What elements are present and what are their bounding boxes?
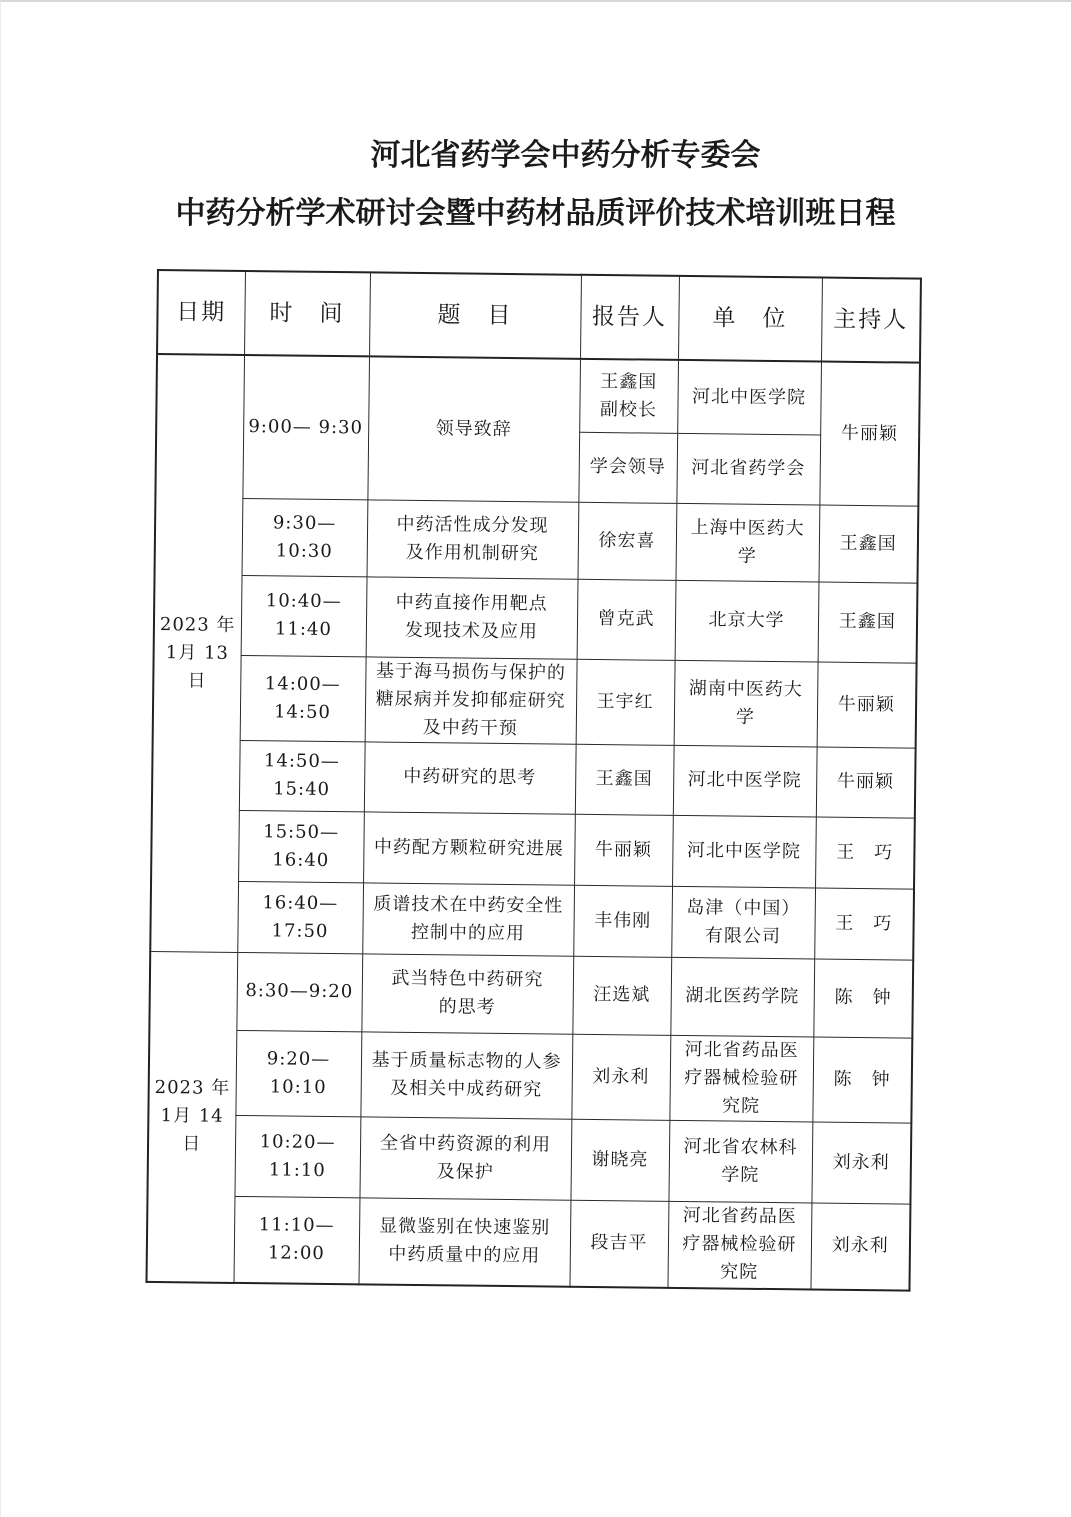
table-row [147,1114,911,1204]
table-row [155,497,919,583]
table-row [150,880,914,960]
speaker-cell [579,359,678,433]
host-cell: 刘永利 [810,1202,910,1290]
time-cell: 11:10—12:00 [234,1196,360,1284]
topic-cell: 中药研究的思考 [364,741,576,813]
topic-line: 中药直接作用靶点 [395,591,548,615]
time-cell: 10:40—11:40 [241,575,367,656]
unit-line: 有限公司 [704,924,782,947]
topic-cell: 中药配方颗粒研究进展 [363,811,575,884]
topic-line: 领导致辞 [435,417,512,440]
topic-line: 及中药干预 [422,716,518,739]
topic-cell [358,1197,570,1286]
unit-line: 岛津（中国） [686,896,801,919]
topic-line: 武当特色中药研究 [391,967,544,991]
topic-line: 全省中药资源的利用 [379,1132,552,1156]
schedule-table [145,269,921,1292]
time-cell: 14:00—14:50 [240,655,366,741]
speaker-cell: 刘永利 [571,1034,670,1120]
speaker-cell: 牛丽颖 [574,814,673,886]
unit-line: 疗器械检验研 [682,1233,797,1256]
topic-line: 中药活性成分发现 [396,513,549,536]
unit-line: 河北中医学院 [691,385,807,409]
date-day: 1月 14 日 [160,1105,224,1155]
unit-line: 河北省药品医 [682,1205,797,1228]
unit-line: 河北省药学会 [691,457,806,480]
topic-line: 的思考 [438,996,496,1018]
topic-line: 显微鉴别在快速鉴别 [379,1215,551,1239]
date-cell-day2 [147,951,238,1283]
host-cell: 刘永利 [811,1121,911,1203]
speaker-cell: 段吉平 [569,1200,668,1288]
topic-line: 质谱技术在中药安全性 [373,892,564,917]
unit-cell [668,1120,812,1203]
host-cell: 牛丽颖 [819,362,920,506]
unit-cell: 北京大学 [675,580,819,662]
topic-cell [361,953,573,1033]
unit-cell [671,886,815,959]
time-cell: 10:20—11:10 [234,1115,360,1197]
speaker-cell: 徐宏喜 [578,502,677,580]
speaker-line: 学会领导 [589,455,666,478]
host-cell: 陈 钟 [812,1036,912,1122]
unit-cell [677,360,821,435]
host-cell: 王 巧 [815,817,915,889]
time-cell: 14:50—15:40 [239,740,365,811]
topic-cell [367,356,580,501]
host-cell: 牛丽颖 [817,662,917,748]
topic-cell [360,1031,572,1118]
table-row [156,354,920,436]
topic-line: 基于质量标志物的人参 [371,1048,562,1073]
unit-cell [676,433,820,505]
host-cell: 王鑫国 [818,582,918,663]
table-row [153,654,917,748]
unit-cell: 湖北医药学院 [670,957,814,1037]
date-cell-day1 [150,354,244,952]
header-host: 主持人 [821,278,921,363]
table-row [147,1195,911,1291]
table-row [149,951,913,1038]
unit-line: 究院 [720,1261,759,1284]
header-unit: 单 位 [678,276,822,362]
topic-line: 糖尿病并发抑郁症研究 [375,688,566,712]
topic-line: 及保护 [436,1160,494,1183]
header-time: 时 间 [244,271,370,356]
time-cell: 16:40—17:50 [237,881,363,953]
title-block [0,133,1071,237]
topic-line: 控制中的应用 [410,921,526,944]
header-row [157,270,921,363]
topic-cell [362,882,574,955]
topic-cell [366,576,578,658]
topic-line: 基于海马损伤与保护的 [375,660,567,684]
unit-line: 河北省农林科 [683,1135,798,1158]
topic-cell [359,1116,571,1199]
speaker-cell: 王鑫国 [575,744,674,815]
topic-cell [365,656,577,743]
header-speaker: 报告人 [580,275,679,360]
header-date: 日期 [157,270,245,355]
time-cell: 15:50—16:40 [238,810,364,882]
speaker-cell: 汪选斌 [572,956,671,1035]
table-row [148,1029,912,1123]
speaker-line: 王鑫国 [600,370,658,393]
speaker-cell [578,432,677,503]
table-row [154,574,918,663]
unit-line: 河北省药品医 [684,1038,799,1061]
time-cell: 9:00— 9:30 [242,355,369,499]
unit-line: 上海中医药大 [690,516,805,539]
table-row [152,739,916,818]
unit-line: 学 [735,706,756,728]
date-year: 2023 年 [154,1077,231,1100]
speaker-line: 副校长 [599,398,658,421]
unit-cell [676,503,820,582]
speaker-cell: 曾克武 [577,579,676,660]
host-cell: 王鑫国 [818,505,918,583]
table-row [151,809,915,889]
host-cell: 王 巧 [814,888,914,960]
unit-cell: 河北中医学院 [672,815,816,888]
host-cell: 陈 钟 [813,959,913,1038]
unit-line: 学 [737,545,757,567]
speaker-cell: 谢晓亮 [570,1119,669,1201]
title-line-2: 中药分析学术研讨会暨中药材品质评价技术培训班日程 [175,196,896,231]
title-line-1: 河北省药学会中药分析专委会 [370,138,761,173]
header-topic: 题 目 [369,272,581,358]
topic-line: 发现技术及应用 [404,619,539,643]
unit-line: 湖南中医药大 [688,677,803,700]
topic-line: 中药质量中的应用 [388,1243,541,1267]
host-cell: 牛丽颖 [816,747,916,818]
unit-cell [674,660,818,747]
speaker-cell: 王宇红 [576,659,675,745]
date-day: 1月 13 日 [165,641,230,692]
unit-cell [669,1035,813,1122]
unit-line: 疗器械检验研 [684,1066,799,1089]
unit-cell [667,1201,811,1290]
unit-line: 学院 [721,1163,760,1186]
topic-line: 及相关中成药研究 [390,1077,543,1100]
unit-line: 究院 [721,1094,761,1117]
unit-cell: 河北中医学院 [673,745,817,817]
topic-line: 及作用机制研究 [405,541,539,564]
time-cell: 9:20—10:10 [235,1030,361,1116]
topic-cell [367,499,579,578]
speaker-cell: 丰伟刚 [573,885,672,957]
date-year: 2023 年 [159,613,236,636]
time-cell: 9:30—10:30 [242,498,368,576]
time-cell: 8:30—9:20 [236,952,362,1031]
